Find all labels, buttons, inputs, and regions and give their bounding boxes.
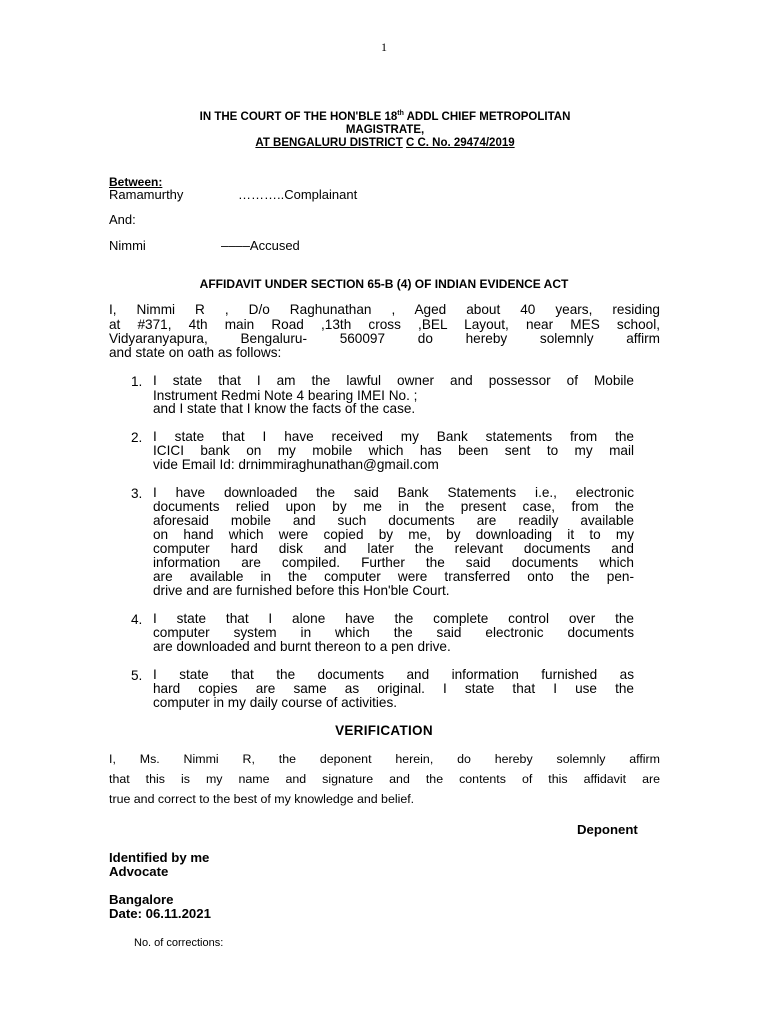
advocate-label: Advocate — [109, 864, 169, 879]
date-label: Date: 06.11.2021 — [109, 906, 211, 921]
court-heading-text-cont: ADDL CHIEF METROPOLITAN — [403, 111, 571, 123]
statement-number: 5. — [131, 668, 143, 683]
statement-line: I state that I alone have the complete control over the — [153, 611, 634, 626]
page-number: 1 — [381, 40, 387, 54]
complainant-role: ………..Complainant — [238, 187, 358, 202]
intro-line: and state on oath as follows: — [109, 345, 282, 360]
statement-line: are downloaded and burnt thereon to a pen drive. — [153, 639, 451, 654]
statement-line: aforesaid mobile and such documents are readily available — [153, 513, 634, 528]
court-district: AT BENGALURU DISTRICT — [255, 137, 403, 149]
place-label: Bangalore — [109, 892, 174, 907]
statement-line: computer system in which the said electronic documents — [153, 625, 634, 640]
statement-number: 4. — [131, 612, 143, 627]
statement-line: information are compiled. Further the said documents which — [153, 555, 634, 570]
verification-heading: VERIFICATION — [335, 723, 433, 738]
statement-line: I have downloaded the said Bank Statements i.e., electronic — [153, 485, 634, 500]
statement-number: 1. — [131, 374, 143, 389]
court-heading-superscript: th — [397, 110, 404, 118]
statement-line: hard copies are same as original. I state that I use the — [153, 681, 634, 696]
statement-line: drive and are furnished before this Hon'ble Court. — [153, 583, 450, 598]
statement-line: computer in my daily course of activities. — [153, 695, 398, 710]
between-label: Between: — [109, 175, 163, 189]
affidavit-title: AFFIDAVIT UNDER SECTION 65-B (4) OF INDIAN EVIDENCE ACT — [199, 277, 569, 291]
verification-line: that this is my name and signature and the contents of this affidavit are — [109, 772, 660, 786]
statement-line: and I state that I know the facts of the case. — [153, 401, 416, 416]
intro-line: at #371, 4th main Road ,13th cross ,BEL Layout, near MES school, — [109, 317, 660, 332]
statement-line: ICICI bank on my mobile which has been sent to my mail — [153, 443, 634, 458]
accused-role: ––––Accused — [221, 238, 300, 253]
court-heading-line2: MAGISTRATE, — [345, 124, 425, 136]
statement-line: computer hard disk and later the relevant documents and — [153, 541, 634, 556]
statement-number: 2. — [131, 430, 143, 445]
corrections-label: No. of corrections: — [134, 937, 224, 949]
verification-line: true and correct to the best of my knowledge and belief. — [109, 792, 415, 806]
court-heading-line1 — [110, 111, 660, 125]
statement-number: 3. — [131, 486, 143, 501]
statement-line: vide Email Id: drnimmiraghunathan@gmail.com — [153, 457, 439, 472]
statement-line: I state that I have received my Bank statements from the — [153, 429, 634, 444]
intro-line: I, Nimmi R , D/o Raghunathan , Aged about 40 years, residing — [109, 302, 660, 317]
statement-line: are available in the computer were transferred onto the pen- — [153, 569, 634, 584]
statement-line: I state that I am the lawful owner and possessor of Mobile — [153, 373, 634, 388]
case-number: C C. No. 29474/2019 — [405, 137, 515, 149]
statement-line: on hand which were copied by me, by downloading it to my — [153, 527, 634, 542]
identified-by-label: Identified by me — [109, 850, 210, 865]
statement-line-text: Instrument Redmi Note 4 bearing IMEI No. ; — [153, 388, 418, 403]
statement-line: I state that the documents and information furnished as — [153, 667, 634, 682]
intro-line: Vidyaranyapura, Bengaluru- 560097 do hereby solemnly affirm — [109, 331, 660, 346]
court-heading-text: IN THE COURT OF THE HON'BLE 18 — [199, 111, 398, 123]
accused-name: Nimmi — [109, 238, 146, 253]
court-heading-line3 — [110, 137, 660, 151]
deponent-label: Deponent — [577, 822, 638, 837]
and-label: And: — [109, 212, 136, 227]
statement-line: documents relied upon by me in the present case, from the — [153, 499, 634, 514]
complainant-name: Ramamurthy — [109, 187, 184, 202]
verification-line: I, Ms. Nimmi R, the deponent herein, do hereby solemnly affirm — [109, 752, 660, 766]
